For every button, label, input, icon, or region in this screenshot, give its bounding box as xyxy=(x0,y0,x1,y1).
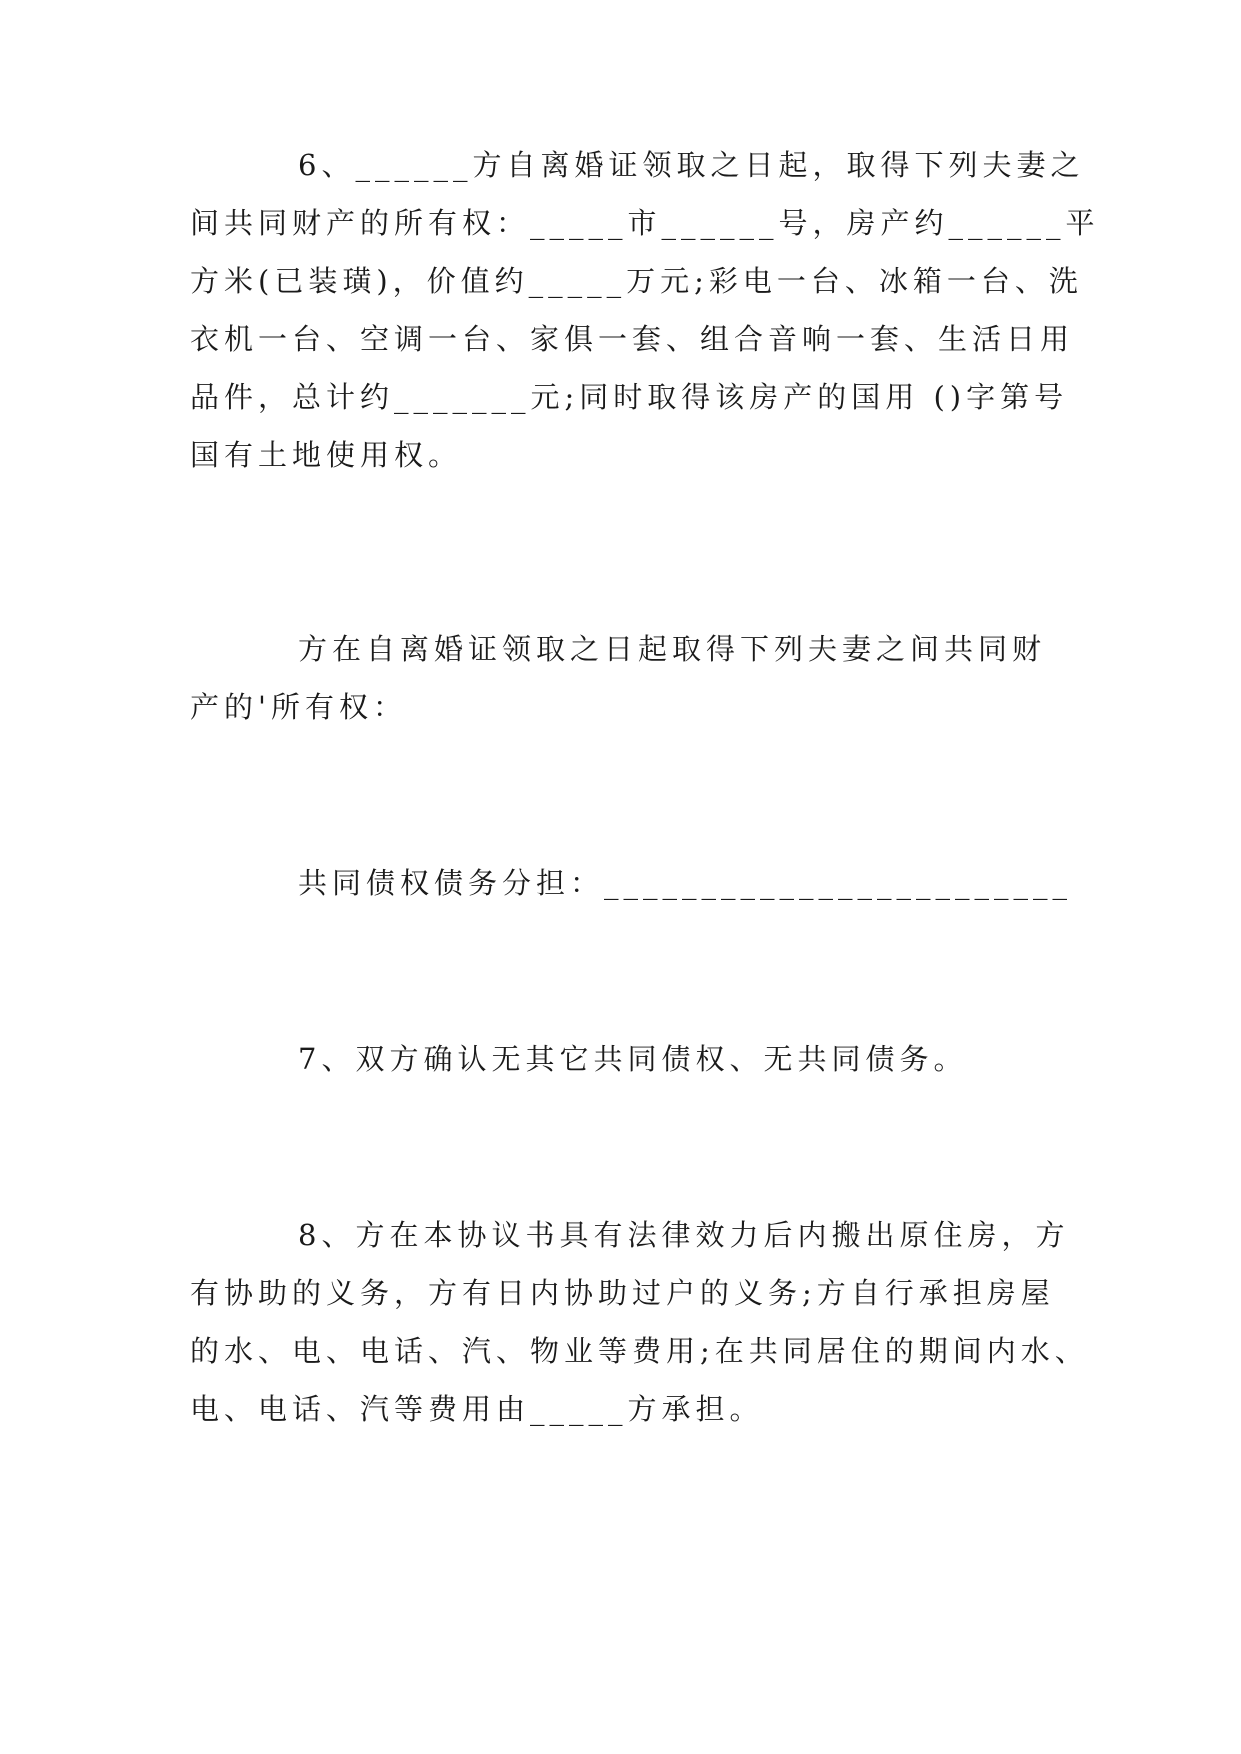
text-line: 的水、电、电话、汽、物业等费用;在共同居住的期间内水、 xyxy=(190,1334,1089,1368)
text-line: 产的'所有权： xyxy=(190,690,407,724)
clause-7-paragraph xyxy=(190,1030,1060,1088)
text-line: 品件，总计约_______元;同时取得该房产的国用 ()字第号 xyxy=(190,380,1069,414)
text-line: 间共同财产的所有权：_____市______号，房产约______平 xyxy=(190,206,1100,240)
text-line: 方米(已装璜)，价值约_____万元;彩电一台、冰箱一台、洗 xyxy=(190,264,1083,298)
text-line: 有协助的义务，方有日内协助过户的义务;方自行承担房屋 xyxy=(190,1276,1055,1310)
text-line: 国有土地使用权。 xyxy=(190,438,463,472)
clause-6-paragraph xyxy=(190,136,1100,484)
text-line: 8、方在本协议书具有法律效力后内搬出原住房，方 xyxy=(298,1218,1070,1252)
debt-sharing-paragraph xyxy=(190,854,1073,912)
clause-8-paragraph xyxy=(190,1206,1089,1438)
text-line: 电、电话、汽等费用由_____方承担。 xyxy=(190,1392,764,1426)
property-other-party-paragraph xyxy=(190,620,1060,736)
text-line: 方在自离婚证领取之日起取得下列夫妻之间共同财 xyxy=(298,632,1047,666)
text-line: 6、______方自离婚证领取之日起，取得下列夫妻之 xyxy=(298,148,1085,182)
text-line: 衣机一台、空调一台、家俱一套、组合音响一套、生活日用 xyxy=(190,322,1075,356)
text-line: 共同债权债务分担：________________________ xyxy=(298,866,1073,900)
text-line: 7、双方确认无其它共同债权、无共同债务。 xyxy=(298,1042,968,1076)
